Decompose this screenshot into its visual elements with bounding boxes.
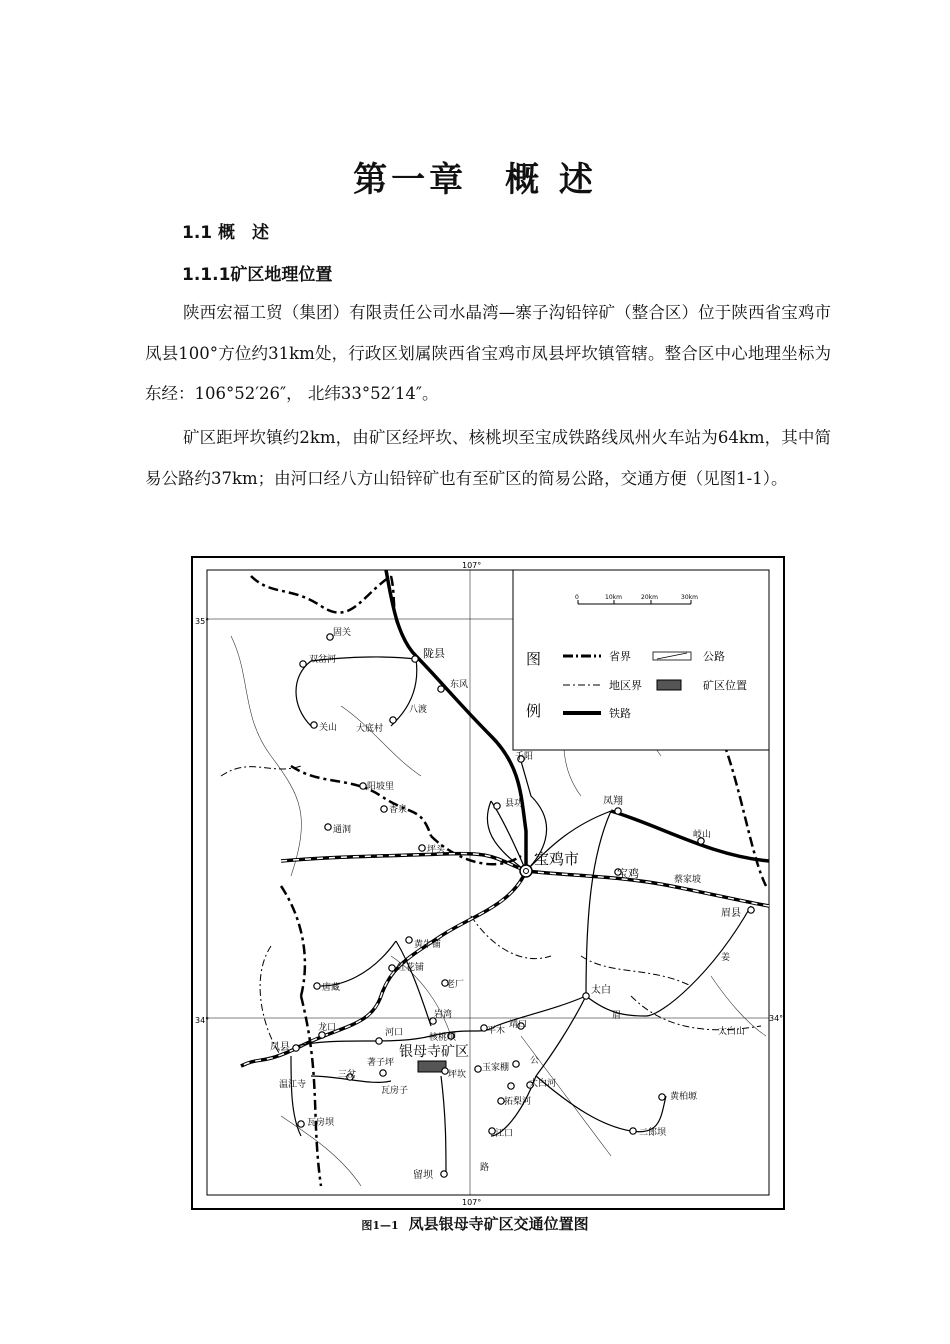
label-taibai: 太白 [591,985,611,996]
town-marker [381,806,387,812]
town-marker [615,808,621,814]
lat-34-label-right: 34° [769,1014,784,1023]
town-marker [748,907,754,913]
label-tangzang: 唐藏 [322,983,341,993]
label-pingmu: 平木 [487,1026,506,1036]
label-yujiapeng: 玉家棚 [482,1063,510,1073]
label-sancha: 三岔 [338,1070,357,1080]
label-hetaoba: 核桃坝 [429,1033,457,1043]
label-dongfeng: 东风 [450,680,469,690]
label-liuba: 留坝 [413,1170,433,1181]
town-marker [419,845,425,851]
label-gong: 公 [530,1056,540,1066]
town-marker [298,1121,304,1127]
label-shuangcha: 双岔河 [309,655,337,665]
town-marker [300,661,306,667]
traffic-location-map [191,556,785,1210]
label-qianyang: 千阳 [515,752,534,762]
town-marker [438,686,444,692]
label-fengxiang: 凤翔 [603,796,623,807]
section-heading: 1.1 概 述 [182,223,270,243]
scale-20km: 20km [641,594,658,601]
label-honghuapu: 红花铺 [397,963,425,973]
town-marker [314,983,320,989]
scale-10km: 10km [605,594,622,601]
town-marker [513,1061,519,1067]
town-marker [659,1094,665,1100]
town-marker [630,1128,636,1134]
town-marker [475,1066,481,1072]
legend-railway: 铁路 [609,707,631,720]
town-marker [412,656,418,662]
paragraph-location: 陕西宏福工贸（集团）有限责任公司水晶湾—寨子沟铅锌矿（整合区）位于陕西省宝鸡市凤县100°方位约31km处，行政区划属陕西省宝鸡市凤县坪坎镇管辖。整合区中心地理坐标为东经：106°52′26″， 北纬33°52′14″。 [145,303,831,403]
label-xiangong: 县功 [505,799,524,809]
town-marker [390,717,396,723]
label-zhuziping: 著子坪 [367,1058,395,1068]
legend-road: 公路 [703,650,725,663]
legend-district: 地区界 [609,679,642,692]
label-baoji: 宝鸡 [617,867,639,880]
figure-caption [0,1213,950,1234]
scale-0: 0 [575,594,579,601]
label-pingkan: 坪坎 [448,1070,467,1080]
legend-title-2: 例 [526,702,542,720]
label-meixian: 眉县 [721,908,741,919]
label-longkou: 龙口 [318,1023,337,1033]
scale-30km: 30km [681,594,698,601]
label-baoji-city: 宝鸡市 [534,850,580,868]
label-xiangquan: 香泉 [389,805,408,815]
label-jingkou: 靖口 [509,1020,528,1030]
paragraph-transport: 矿区距坪坎镇约2km，由矿区经坪坎、核桃坝至宝成铁路线凤州火车站为64km，其中简易公路约37km；由河口经八方山铅锌矿也有至矿区的简易公路，交通方便（见图1-1）。 [145,428,831,488]
figure-title: 凤县银母寺矿区交通位置图 [408,1215,589,1233]
town-marker [389,965,395,971]
legend-mine: 矿区位置 [703,679,747,692]
label-fengxian: 凤县 [270,1042,290,1053]
lat-35-label: 35° [195,617,210,626]
label-guanshan: 关山 [319,723,338,733]
label-erlangba: 二郎坝 [639,1128,667,1138]
figure-number: 图1—1 [361,1219,399,1232]
town-marker [360,783,366,789]
label-jiangkou: 江口 [495,1129,514,1139]
legend-title-1: 图 [526,650,542,668]
label-zhelihe: 拓梨河 [504,1097,532,1107]
label-wafangba: 瓦房坝 [307,1118,335,1128]
town-marker [494,803,500,809]
label-longxian: 陇县 [423,647,445,660]
label-taibaihe: 太白河 [529,1079,557,1089]
label-wenjiangsi: 温江寺 [279,1080,307,1090]
label-dadicun: 大底村 [356,724,384,734]
label-huangniupu: 黄牛铺 [414,940,442,950]
label-hekou: 河口 [385,1028,404,1038]
town-marker [406,937,412,943]
subsection-heading: 1.1.1矿区地理位置 [182,265,333,285]
legend [513,570,769,750]
town-marker [583,993,589,999]
town-marker [325,824,331,830]
label-taibaishan: 太白山 [718,1027,746,1037]
label-mine: 银母寺矿区 [399,1044,469,1060]
label-yanwan: 岩湾 [434,1010,453,1020]
legend-province: 省界 [609,650,631,663]
label-caijiapo: 蔡家坡 [674,875,702,885]
label-wafangzi: 瓦房子 [381,1086,409,1096]
lon-label-bottom: 107° [462,1198,482,1207]
label-yangpoli: 阳坡里 [367,782,395,792]
town-marker [380,1070,386,1076]
label-tongdong: 通洞 [333,825,352,835]
lon-label-top: 107° [462,561,482,570]
label-qishan: 岐山 [693,830,712,840]
label-lu: 路 [480,1163,490,1173]
label-laochang: 老厂 [446,980,465,990]
chapter-title: 第一章 概 述 [353,160,597,200]
town-marker [311,722,317,728]
label-guguan: 固关 [333,628,352,638]
town-marker [508,1083,514,1089]
town-marker [293,1045,299,1051]
label-huangbaiyuan: 黄柏塬 [670,1092,698,1102]
label-jiang: 姜 [721,953,731,963]
label-pingtou: 坪头 [427,845,446,855]
town-marker [441,1171,447,1177]
lat-34-label-left: 34° [195,1016,210,1025]
town-marker [376,1038,382,1044]
label-bawan: 八渡 [409,705,428,715]
label-mei: 眉 [612,1011,622,1021]
